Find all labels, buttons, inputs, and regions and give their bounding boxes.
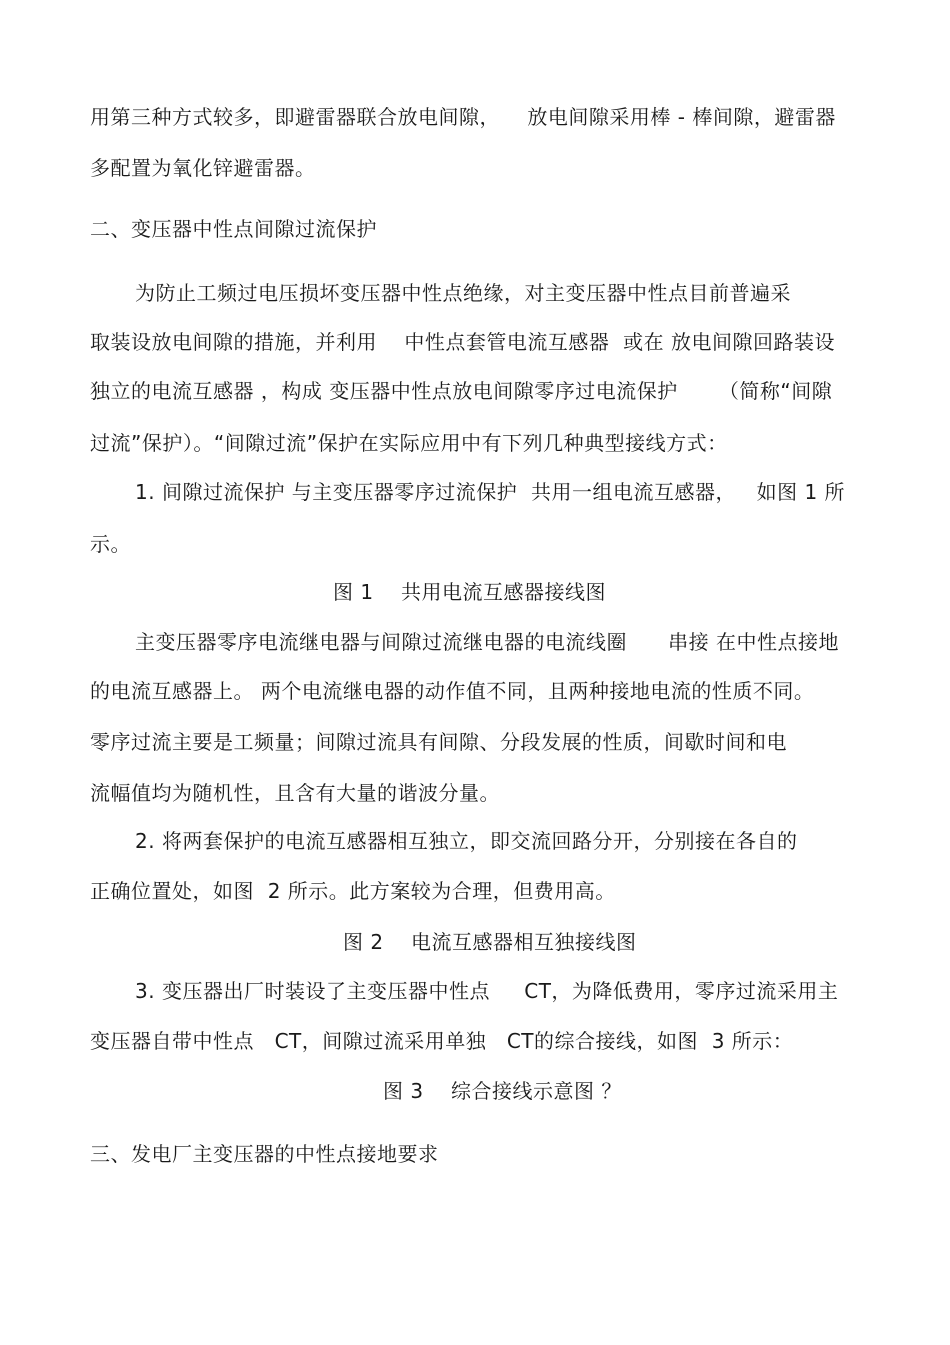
paragraph-line: 的电流互感器上。 两个电流继电器的动作值不同，且两种接地电流的性质不同。: [90, 679, 815, 703]
figure-caption: 图 2 电流互感器相互独接线图: [343, 930, 637, 954]
paragraph-line: 多配置为氧化锌避雷器。: [90, 156, 316, 180]
list-item-line: 3. 变压器出厂时装设了主变压器中性点 CT，为降低费用，零序过流采用主: [135, 979, 839, 1003]
paragraph-line: 流幅值均为随机性，且含有大量的谐波分量。: [90, 781, 500, 805]
paragraph-line: 过流”保护）。“间隙过流”保护在实际应用中有下列几种典型接线方式：: [90, 431, 728, 455]
figure-caption: 图 1 共用电流互感器接线图: [333, 580, 607, 604]
paragraph-line: 取装设放电间隙的措施，并利用 中性点套管电流互感器 或在 放电间隙回路装设: [90, 330, 836, 354]
section-heading: 三、发电厂主变压器的中性点接地要求: [90, 1142, 439, 1166]
paragraph-line: 为防止工频过电压损坏变压器中性点绝缘，对主变压器中性点目前普遍采: [135, 281, 791, 305]
list-item-line: 变压器自带中性点 CT，间隙过流采用单独 CT的综合接线，如图 3 所示：: [90, 1029, 794, 1053]
paragraph-line: 零序过流主要是工频量；间隙过流具有间隙、分段发展的性质，间歇时间和电: [90, 730, 787, 754]
list-item-line: 2. 将两套保护的电流互感器相互独立，即交流回路分开，分别接在各自的: [135, 829, 798, 853]
list-item-line: 示。: [90, 532, 131, 556]
paragraph-line: 主变压器零序电流继电器与间隙过流继电器的电流线圈 串接 在中性点接地: [135, 630, 840, 654]
list-item-line: 正确位置处，如图 2 所示。此方案较为合理，但费用高。: [90, 879, 616, 903]
paragraph-line: 独立的电流互感器 ，构成 变压器中性点放电间隙零序过电流保护 （简称“间隙: [90, 379, 833, 403]
list-item-line: 1. 间隙过流保护 与主变压器零序过流保护 共用一组电流互感器， 如图 1 所: [135, 480, 846, 504]
figure-caption: 图 3 综合接线示意图 ？: [383, 1079, 622, 1103]
paragraph-line: 用第三种方式较多，即避雷器联合放电间隙， 放电间隙采用棒 - 棒间隙，避雷器: [90, 105, 836, 129]
section-heading: 二、变压器中性点间隙过流保护: [90, 217, 377, 241]
